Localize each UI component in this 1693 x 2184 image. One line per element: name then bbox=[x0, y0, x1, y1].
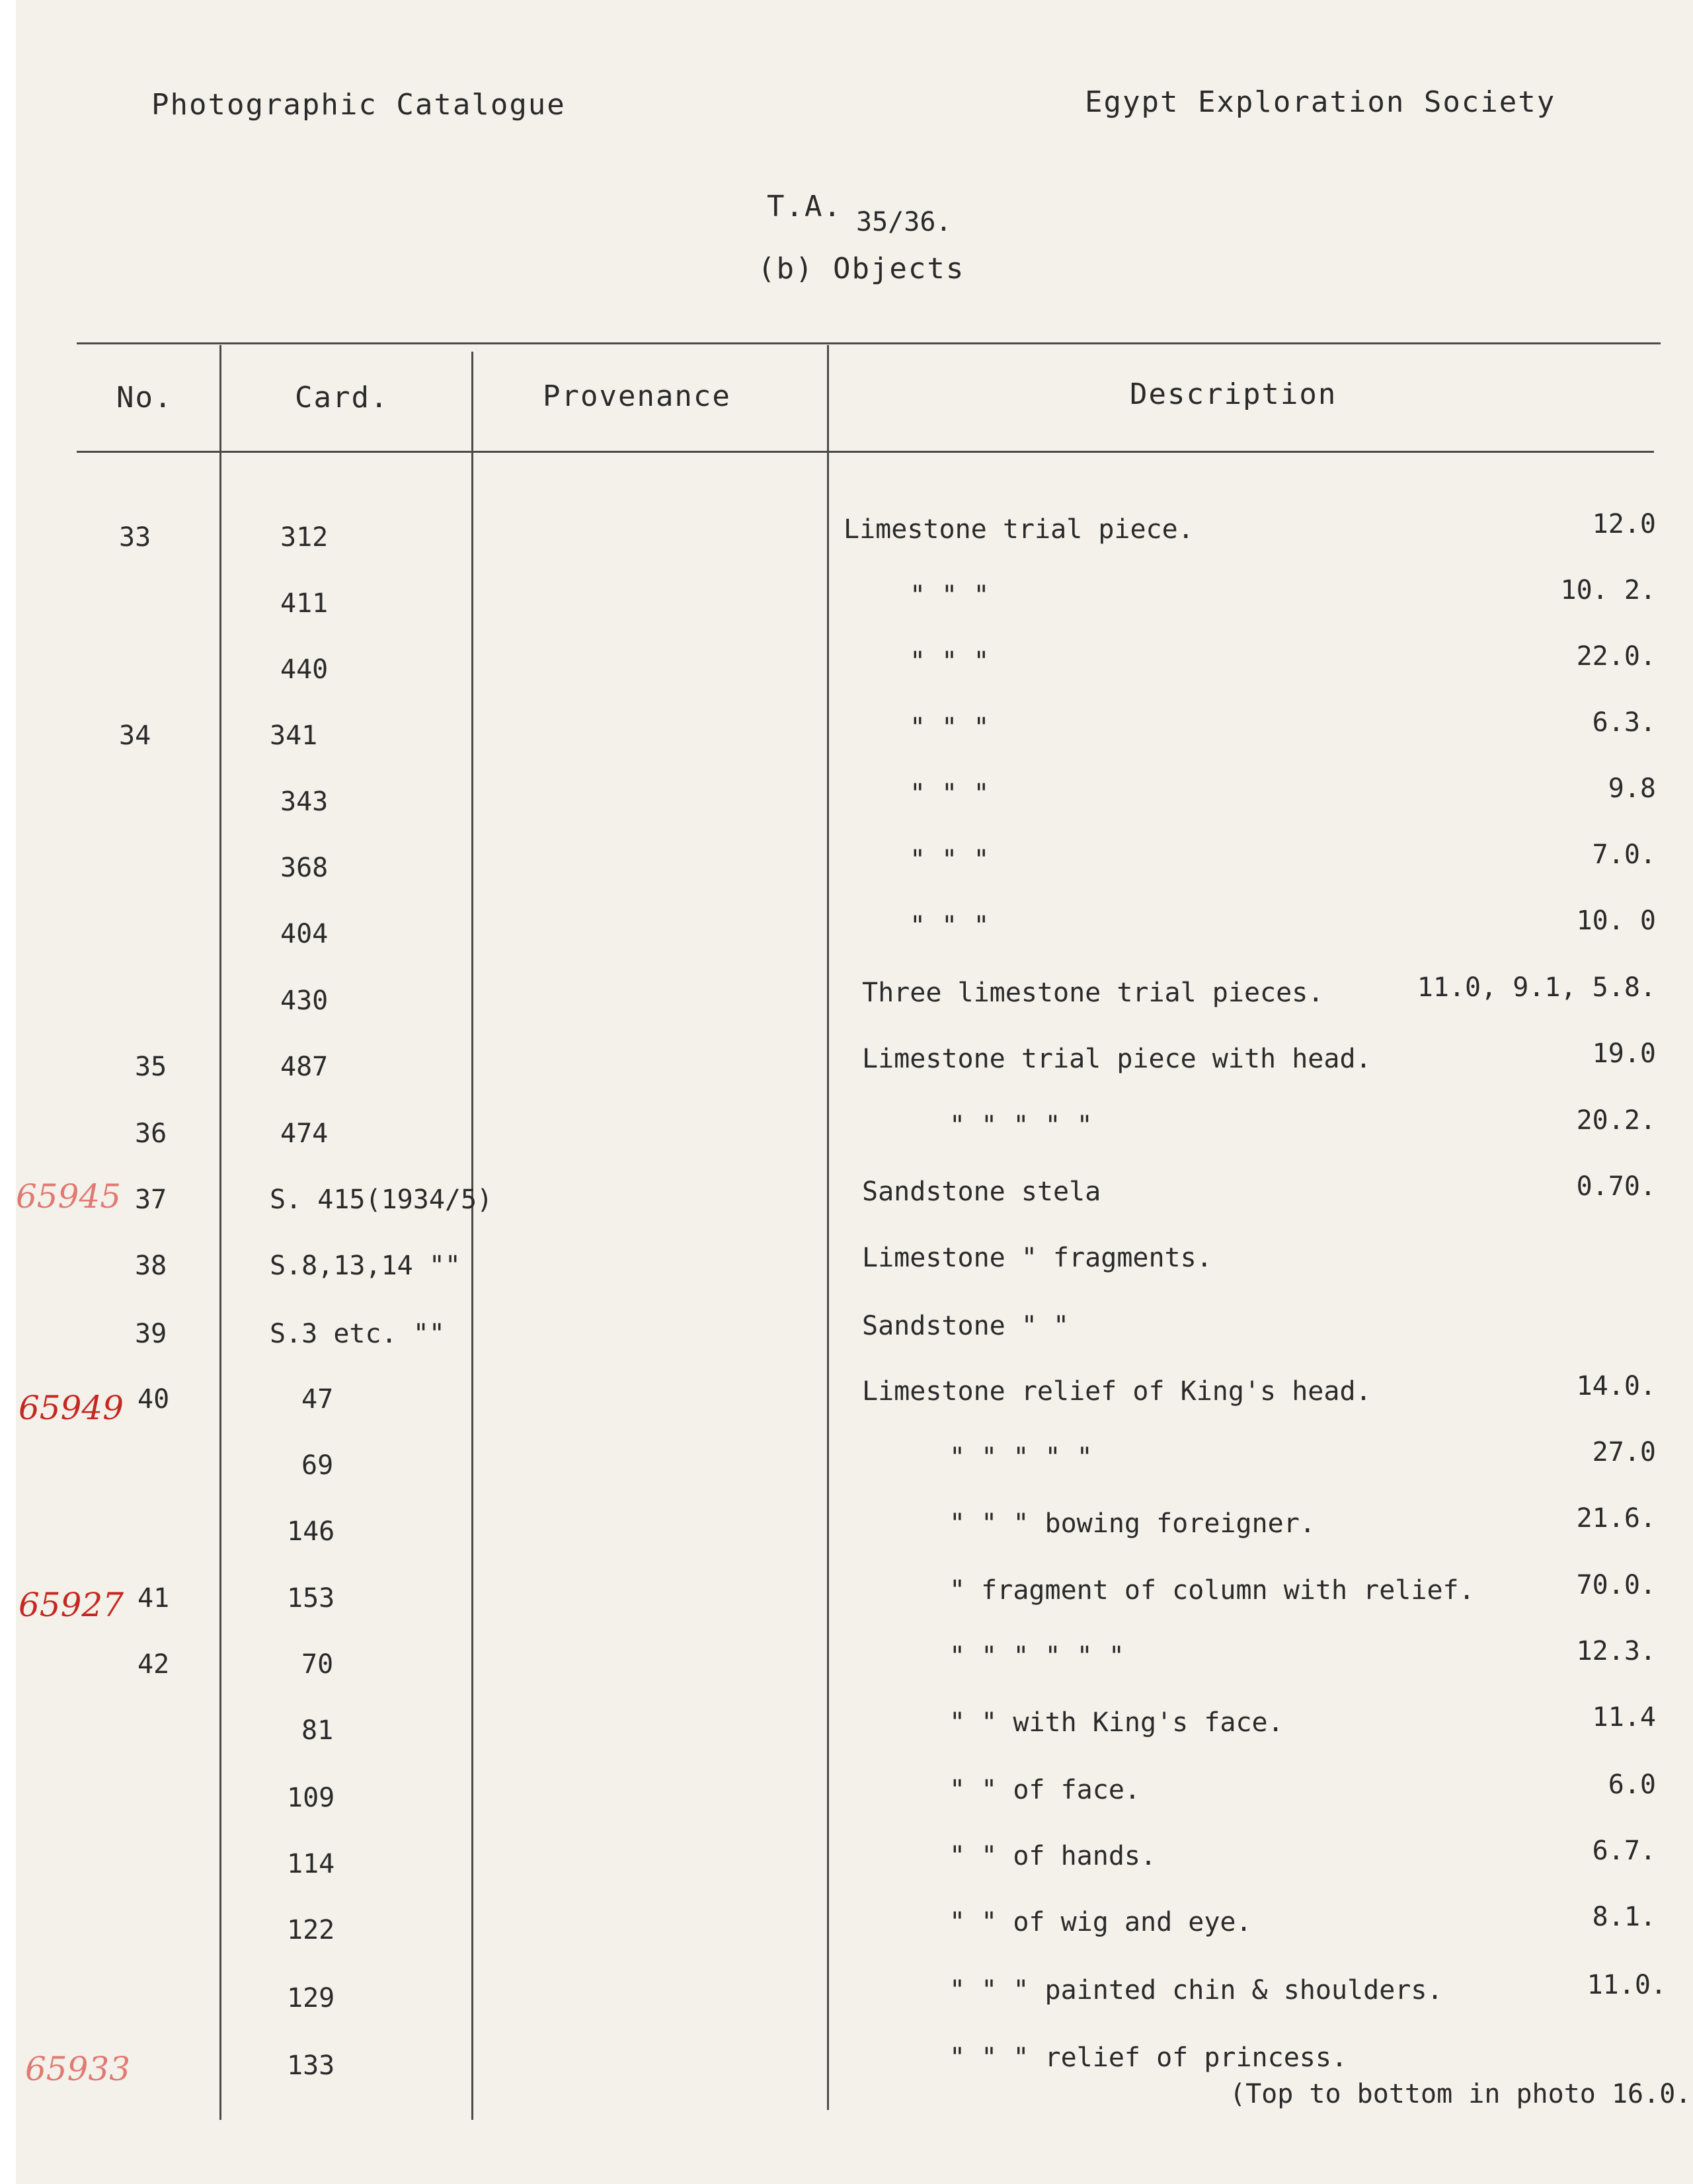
row-card: 487 bbox=[280, 1052, 329, 1082]
row-description: " fragment of column with relief. bbox=[949, 1575, 1475, 1606]
table-top-rule bbox=[77, 342, 1661, 344]
col-header-provenance: Provenance bbox=[543, 379, 731, 413]
row-description: " " of face. bbox=[949, 1775, 1140, 1805]
row-size: 19.0 bbox=[1592, 1038, 1656, 1069]
column-divider-2 bbox=[471, 352, 473, 2120]
row-size: 6.7. bbox=[1592, 1836, 1656, 1866]
row-no: 39 bbox=[135, 1319, 167, 1349]
header-left: Photographic Catalogue bbox=[151, 88, 566, 122]
row-description: Limestone " fragments. bbox=[862, 1243, 1212, 1273]
margin-note-4: 65933 bbox=[25, 2050, 131, 2088]
row-description: " " " bowing foreigner. bbox=[949, 1508, 1316, 1539]
row-description: " " " bbox=[910, 580, 990, 611]
row-size: 11.4 bbox=[1592, 1702, 1656, 1733]
row-description: " " " " " " bbox=[949, 1641, 1124, 1672]
row-description: Limestone trial piece with head. bbox=[862, 1044, 1372, 1074]
row-card: 343 bbox=[280, 787, 329, 817]
row-size: 70.0. bbox=[1576, 1570, 1656, 1600]
series-code: T.A. bbox=[767, 190, 842, 223]
row-description: Limestone trial piece. bbox=[844, 514, 1194, 545]
row-size: 22.0. bbox=[1576, 641, 1656, 672]
row-size: 7.0. bbox=[1592, 839, 1656, 870]
row-size: 11.0, 9.1, 5.8. bbox=[1417, 972, 1656, 1003]
row-description: " " " bbox=[910, 646, 990, 677]
header-right: Egypt Exploration Society bbox=[1085, 85, 1556, 119]
row-no: 33 bbox=[119, 522, 151, 553]
row-card: 69 bbox=[301, 1450, 334, 1481]
row-no: 36 bbox=[135, 1118, 167, 1149]
row-card: S.8,13,14 "" bbox=[270, 1251, 461, 1281]
row-no: 35 bbox=[135, 1052, 167, 1082]
row-card: 404 bbox=[280, 919, 329, 949]
row-size: 6.0 bbox=[1608, 1770, 1656, 1800]
table-header-rule bbox=[77, 451, 1654, 453]
margin-note-1: 65945 bbox=[16, 1177, 122, 1216]
row-no: 37 bbox=[135, 1185, 167, 1215]
row-size: 10. 2. bbox=[1560, 575, 1656, 605]
row-description: " " " bbox=[910, 911, 990, 941]
row-size: 8.1. bbox=[1592, 1902, 1656, 1932]
col-header-no: No. bbox=[116, 381, 173, 414]
row-description: Three limestone trial pieces. bbox=[862, 978, 1324, 1008]
row-size: 11.0. bbox=[1587, 1970, 1667, 2000]
margin-note-2: 65949 bbox=[19, 1389, 124, 1427]
last-row-extra: (Top to bottom in photo 16.0. bbox=[1230, 2079, 1692, 2109]
row-card: 153 bbox=[287, 1583, 335, 1614]
row-card: 81 bbox=[301, 1715, 334, 1746]
row-description: " " " bbox=[910, 779, 990, 809]
row-description: " " of hands. bbox=[949, 1841, 1157, 1871]
row-card: 341 bbox=[270, 721, 318, 751]
subtitle: (b) Objects bbox=[758, 252, 965, 286]
row-card: 146 bbox=[287, 1516, 335, 1547]
row-card: S.3 etc. "" bbox=[270, 1319, 445, 1349]
row-description: " " " relief of princess. bbox=[949, 2043, 1348, 2073]
row-description: Sandstone stela bbox=[862, 1177, 1101, 1207]
row-card: 411 bbox=[280, 588, 329, 619]
row-size: 20.2. bbox=[1576, 1105, 1656, 1136]
row-card: S. 415(1934/5) bbox=[270, 1185, 493, 1215]
row-size: 12.0 bbox=[1592, 509, 1656, 539]
row-size: 6.3. bbox=[1592, 707, 1656, 738]
row-description: " " " " " bbox=[949, 1442, 1093, 1473]
row-card: 440 bbox=[280, 654, 329, 685]
column-divider-3 bbox=[827, 345, 829, 2110]
row-card: 109 bbox=[287, 1783, 335, 1813]
row-size: 0.70. bbox=[1576, 1171, 1656, 1202]
row-description: Limestone relief of King's head. bbox=[862, 1376, 1372, 1407]
row-no: 34 bbox=[119, 721, 151, 751]
row-card: 474 bbox=[280, 1118, 329, 1149]
column-divider-1 bbox=[219, 345, 221, 2120]
row-size: 12.3. bbox=[1576, 1636, 1656, 1666]
row-size: 21.6. bbox=[1576, 1503, 1656, 1534]
row-card: 70 bbox=[301, 1649, 334, 1680]
season: 35/36. bbox=[856, 207, 952, 237]
row-card: 129 bbox=[287, 1983, 335, 2013]
row-description: " " " bbox=[910, 713, 990, 743]
row-card: 430 bbox=[280, 986, 329, 1016]
row-card: 122 bbox=[287, 1915, 335, 1945]
row-description: Sandstone " " bbox=[862, 1311, 1070, 1341]
row-no: 40 bbox=[138, 1384, 170, 1415]
row-no: 41 bbox=[138, 1583, 170, 1614]
row-size: 27.0 bbox=[1592, 1437, 1656, 1467]
row-no: 42 bbox=[138, 1649, 170, 1680]
row-card: 368 bbox=[280, 853, 329, 883]
row-card: 133 bbox=[287, 2050, 335, 2081]
row-description: " " " bbox=[910, 845, 990, 875]
row-description: " " with King's face. bbox=[949, 1707, 1284, 1738]
catalogue-sheet bbox=[16, 0, 1693, 2184]
row-description: " " " painted chin & shoulders. bbox=[949, 1975, 1443, 2006]
row-card: 47 bbox=[301, 1384, 334, 1415]
row-card: 312 bbox=[280, 522, 329, 553]
row-description: " " " " " bbox=[949, 1111, 1093, 1141]
margin-note-3: 65927 bbox=[19, 1586, 124, 1624]
row-size: 9.8 bbox=[1608, 773, 1656, 804]
row-no: 38 bbox=[135, 1251, 167, 1281]
row-size: 14.0. bbox=[1576, 1371, 1656, 1401]
row-description: " " of wig and eye. bbox=[949, 1907, 1252, 1937]
col-header-description: Description bbox=[1130, 377, 1337, 411]
row-size: 10. 0 bbox=[1576, 906, 1656, 936]
col-header-card: Card. bbox=[295, 381, 389, 414]
row-card: 114 bbox=[287, 1849, 335, 1879]
